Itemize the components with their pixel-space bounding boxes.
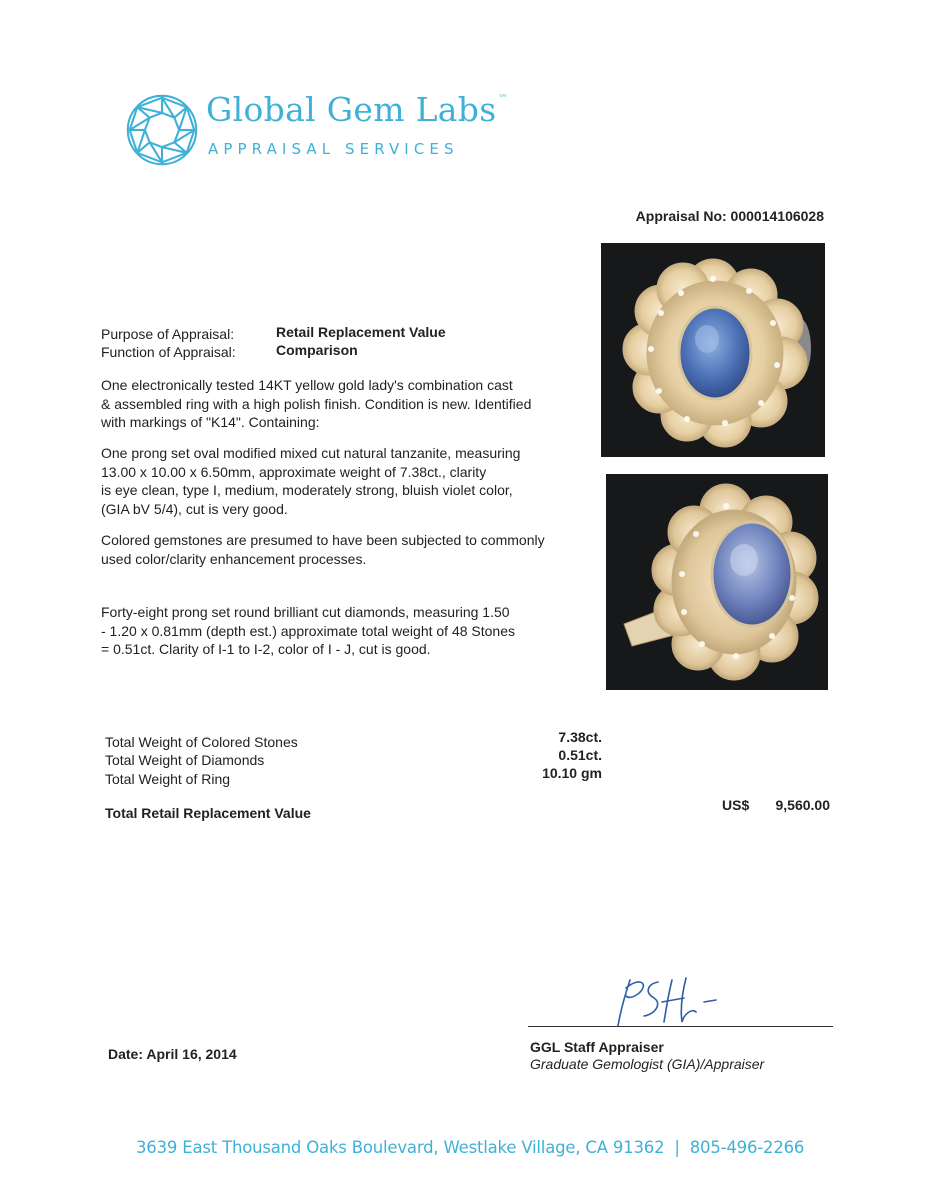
function-label: Function of Appraisal: bbox=[101, 344, 236, 360]
brand-subtitle: APPRAISAL SERVICES bbox=[208, 140, 459, 158]
ring-description: One electronically tested 14KT yellow gold lady's combination cast & assembled ring with a high polish finish. Condition is new. Identified with markings of "K14". Containing: bbox=[101, 377, 532, 430]
purpose-value: Retail Replacement Value bbox=[276, 324, 446, 340]
ring-photo-side bbox=[606, 474, 828, 690]
total-diamonds-value: 0.51ct. bbox=[558, 747, 602, 763]
total-colored-label: Total Weight of Colored Stones bbox=[105, 734, 298, 750]
purpose-label: Purpose of Appraisal: bbox=[101, 326, 235, 342]
signature-icon bbox=[610, 968, 730, 1030]
diamond-description: Forty-eight prong set round brilliant cut diamonds, measuring 1.50 - 1.20 x 0.81mm (depth est.) approximate total weight of 48 Stones = 0.51ct. Clarity of I-1 to I-2, color of I - J, cut is good. bbox=[101, 604, 515, 657]
enhancement-note: Colored gemstones are presumed to have been subjected to commonly used color/clarity enhancement processes. bbox=[101, 532, 545, 567]
trademark: ™ bbox=[498, 94, 508, 104]
total-ring-value: 10.10 gm bbox=[542, 765, 602, 781]
gem-diamond-icon bbox=[124, 92, 200, 168]
ring-photo-top bbox=[601, 243, 825, 457]
currency: US$ bbox=[722, 797, 750, 813]
footer-separator: | bbox=[674, 1138, 680, 1157]
footer bbox=[136, 1138, 804, 1157]
function-value: Comparison bbox=[276, 342, 358, 358]
retail-value-label: Total Retail Replacement Value bbox=[105, 805, 311, 821]
appraiser-credentials: Graduate Gemologist (GIA)/Appraiser bbox=[530, 1056, 765, 1072]
total-ring-label: Total Weight of Ring bbox=[105, 771, 231, 787]
appraisal-number: Appraisal No: 000014106028 bbox=[635, 208, 824, 224]
total-diamonds-label: Total Weight of Diamonds bbox=[105, 752, 265, 768]
footer-phone: 805-496-2266 bbox=[689, 1138, 805, 1157]
appraisal-date: Date: April 16, 2014 bbox=[108, 1046, 237, 1062]
total-colored-value: 7.38ct. bbox=[558, 729, 602, 745]
retail-amount: 9,560.00 bbox=[775, 797, 830, 813]
brand-name: Global Gem Labs ™ bbox=[206, 90, 508, 129]
footer-address: 3639 East Thousand Oaks Boulevard, Westlake Village, CA 91362 bbox=[136, 1138, 665, 1157]
appraiser-title: GGL Staff Appraiser bbox=[530, 1039, 664, 1055]
signature-line bbox=[528, 1026, 833, 1027]
tanzanite-description: One prong set oval modified mixed cut natural tanzanite, measuring 13.00 x 10.00 x 6.50mm, approximate weight of 7.38ct., clarity is eye clean, type I, medium, moderately strong, bluish violet color, (GIA bV 5/4), cut is very good. bbox=[101, 445, 521, 517]
